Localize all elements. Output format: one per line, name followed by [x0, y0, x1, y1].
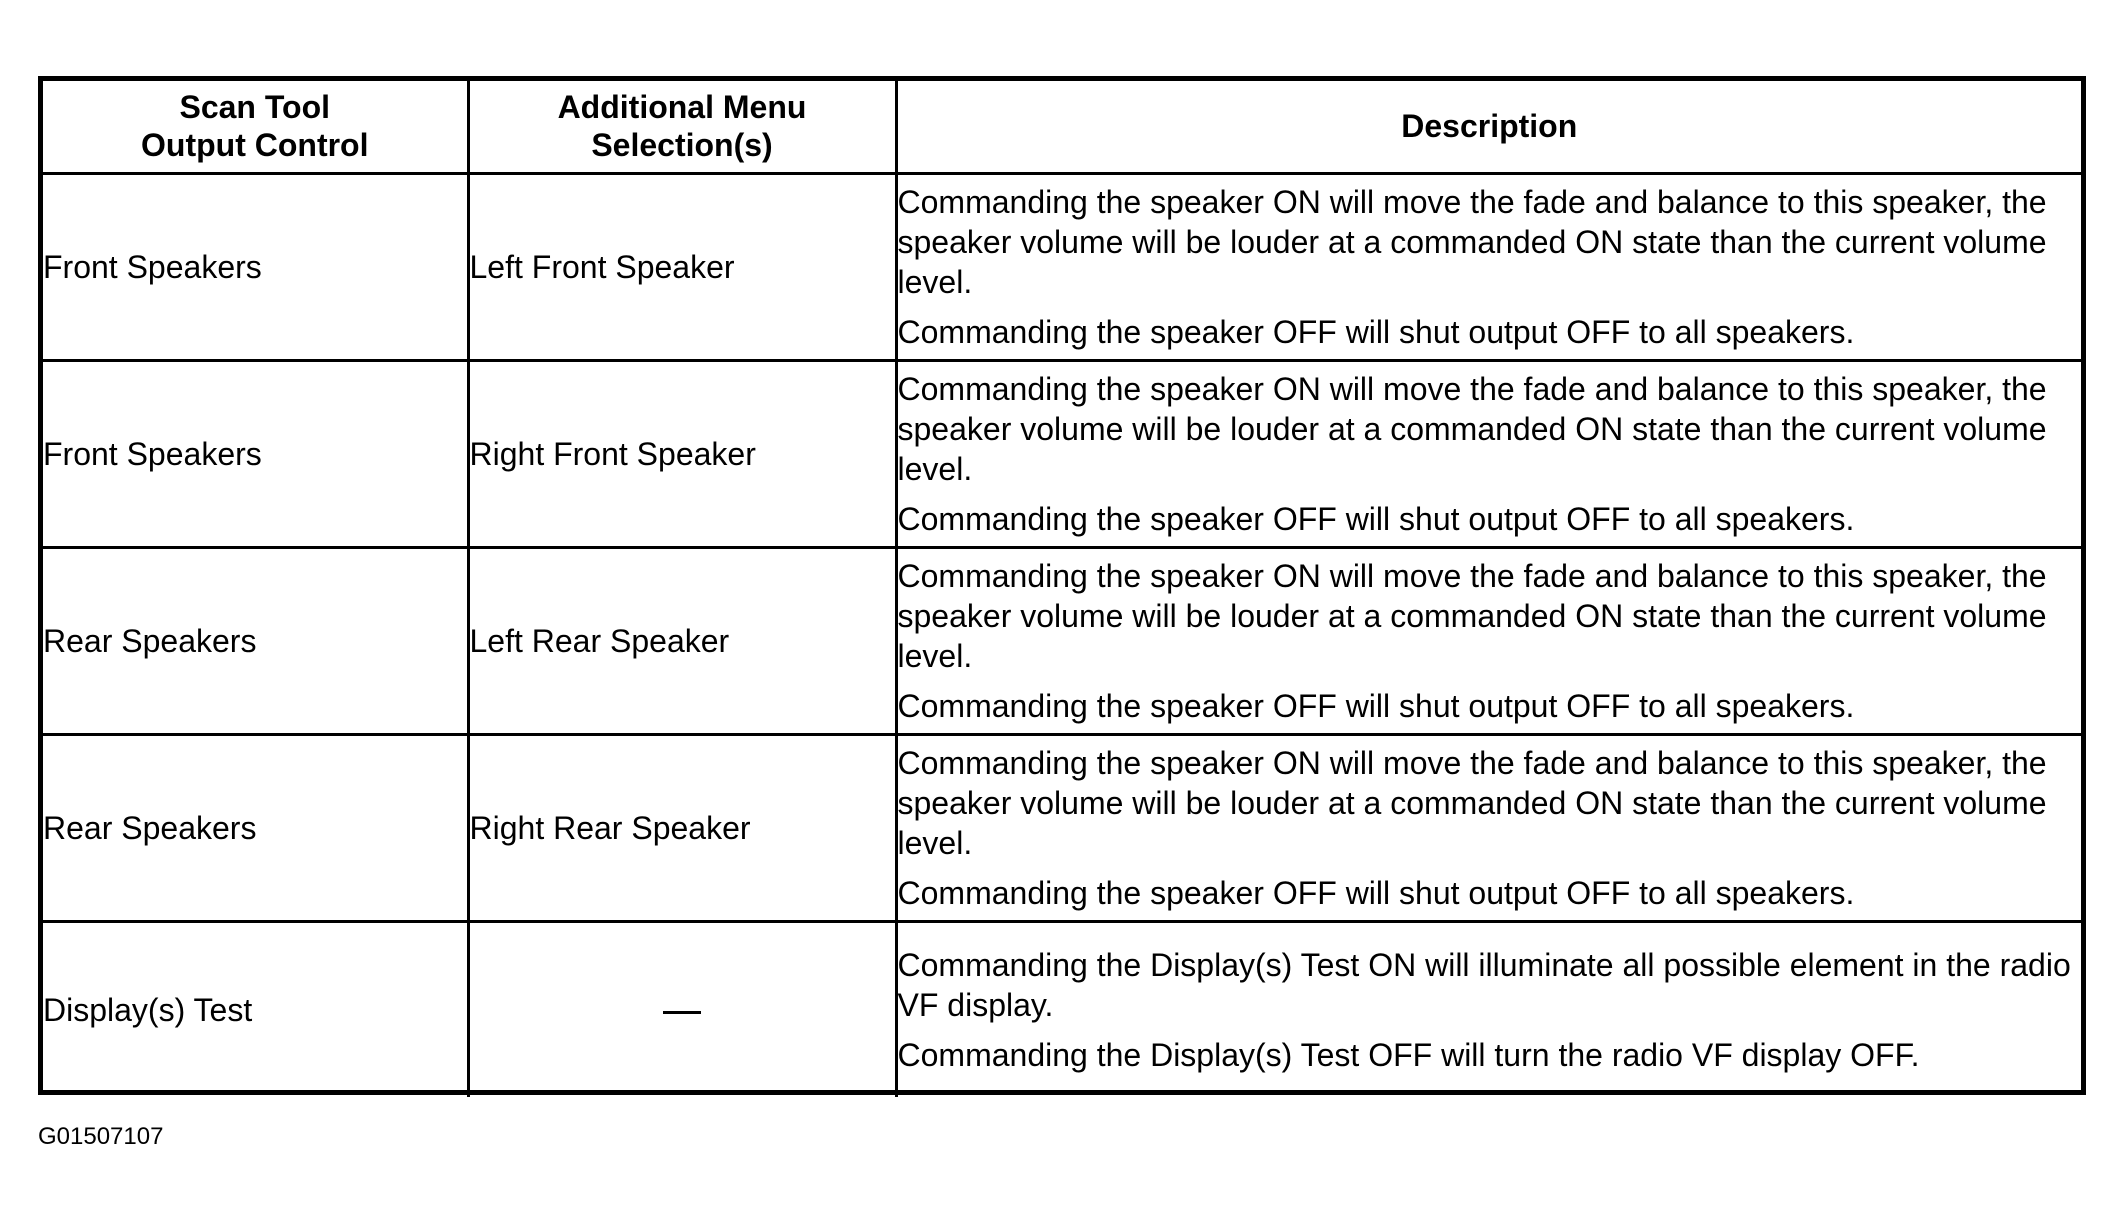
description-cell	[896, 360, 2081, 547]
header-output-control-line2: Output Control	[141, 127, 369, 164]
output-control-cell: Rear Speakers	[43, 547, 468, 734]
header-output-control-line1: Scan Tool	[179, 89, 331, 126]
output-control-cell: Front Speakers	[43, 360, 468, 547]
table-row	[43, 734, 2081, 921]
menu-selection-cell	[468, 921, 896, 1097]
header-description: Description	[896, 81, 2081, 173]
output-control-cell: Rear Speakers	[43, 734, 468, 921]
description-cell	[896, 547, 2081, 734]
description-on-text: Commanding the speaker ON will move the fade and balance to this speaker, the speaker volume will be louder at a commanded ON state than the current volume level.	[897, 370, 2047, 487]
header-menu-selection	[468, 81, 896, 173]
figure-id: G01507107	[38, 1123, 164, 1150]
header-menu-selection-line1: Additional Menu	[557, 89, 807, 126]
description-on-text: Commanding the speaker ON will move the fade and balance to this speaker, the speaker volume will be louder at a commanded ON state than the current volume level.	[897, 183, 2047, 300]
header-menu-selection-line2: Selection(s)	[591, 127, 773, 164]
description-on-text: Commanding the speaker ON will move the fade and balance to this speaker, the speaker volume will be louder at a commanded ON state than the current volume level.	[897, 557, 2047, 674]
description-off-text: Commanding the Display(s) Test OFF will turn the radio VF display OFF.	[897, 1036, 1920, 1073]
description-cell	[896, 734, 2081, 921]
menu-selection-cell: Left Front Speaker	[468, 173, 896, 360]
description-off-text: Commanding the speaker OFF will shut output OFF to all speakers.	[897, 313, 1855, 350]
scan-tool-output-table	[43, 81, 2081, 1097]
table-row	[43, 921, 2081, 1097]
table-header-row	[43, 81, 2081, 173]
empty-dash-mark	[663, 1011, 701, 1014]
description-off-text: Commanding the speaker OFF will shut output OFF to all speakers.	[897, 687, 1855, 724]
table-row	[43, 547, 2081, 734]
description-on-text: Commanding the speaker ON will move the fade and balance to this speaker, the speaker volume will be louder at a commanded ON state than the current volume level.	[897, 744, 2047, 861]
description-on-text: Commanding the Display(s) Test ON will illuminate all possible element in the radio VF display.	[897, 946, 2071, 1023]
output-control-cell: Display(s) Test	[43, 921, 468, 1097]
output-control-cell: Front Speakers	[43, 173, 468, 360]
menu-selection-cell: Right Front Speaker	[468, 360, 896, 547]
menu-selection-cell: Left Rear Speaker	[468, 547, 896, 734]
menu-selection-cell: Right Rear Speaker	[468, 734, 896, 921]
table-row	[43, 173, 2081, 360]
header-output-control	[43, 81, 468, 173]
table-row	[43, 360, 2081, 547]
description-cell	[896, 173, 2081, 360]
scan-tool-output-table-frame	[38, 76, 2086, 1095]
description-off-text: Commanding the speaker OFF will shut output OFF to all speakers.	[897, 874, 1855, 911]
description-cell	[896, 921, 2081, 1097]
description-off-text: Commanding the speaker OFF will shut output OFF to all speakers.	[897, 500, 1855, 537]
